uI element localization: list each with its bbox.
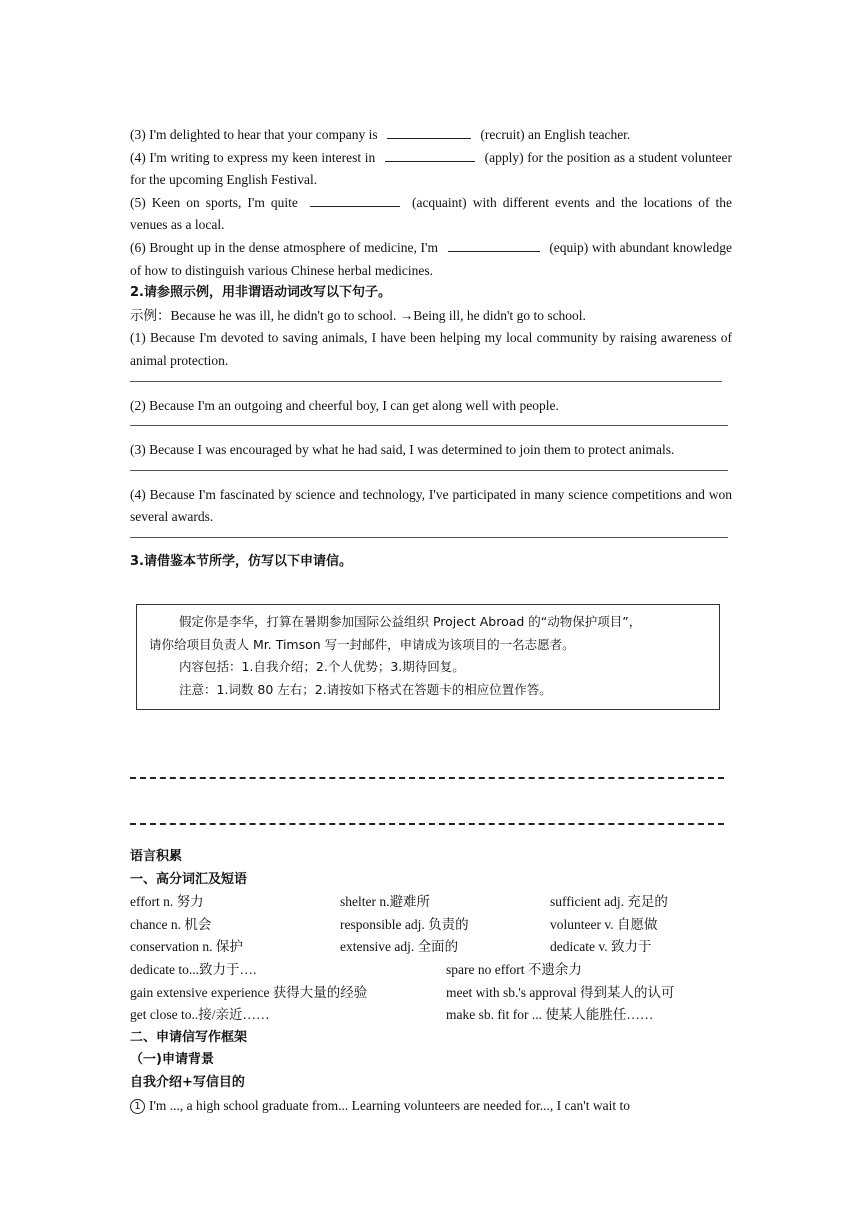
answer-line-3[interactable] [130,470,728,471]
phrase-row [130,1004,732,1027]
vocab-row [130,936,732,959]
q6-blank[interactable] [448,239,540,252]
task-line-1b: 请你给项目负责人 Mr. Timson 写一封邮件，申请成为该项目的一名志愿者。 [149,636,575,652]
phrase: spare no effort 不遗余力 [446,961,582,977]
vocab-section2: 二、申请信写作框架 [130,1029,248,1045]
task-line-2: 内容包括：1.自我介绍；2.个人优势；3.期待回复。 [179,659,465,674]
exercise2-heading: 2.请参照示例，用非谓语动词改写以下句子。 [130,285,391,301]
exercise1-q5 [130,192,732,237]
vocab-word: responsible adj. 负责的 [340,916,469,932]
writing-task-box [136,604,720,710]
phrase-row [130,982,732,1005]
exercise2-q3: (3) Because I was encouraged by what he had said, I was determined to join them to protect animals. [130,442,675,458]
q6-cont: knowledge of how to distinguish various Chinese herbal medicines. [130,239,733,278]
q5-blank[interactable] [310,194,400,207]
exercise-area [130,124,732,574]
q5-hint: (acquaint) with different events and the locations of [411,194,710,210]
framework-sub1: （一)申请背景 [130,1052,214,1068]
framework-sub2: 自我介绍+写信目的 [130,1074,245,1090]
exercise2-example: 示例：Because he was ill, he didn't go to school. →Being ill, he didn't go to school. [130,307,586,323]
framework-item-text: I'm ..., a high school graduate from... Learning volunteers are needed for..., I can't wait to [149,1097,630,1113]
exercise2-q1: (1) Because I'm devoted to saving animals, I have been helping my local community by raising awareness of animal protection. [130,330,732,368]
answer-line-2[interactable] [130,425,728,426]
vocab-section [130,846,732,1117]
q4-text: (4) I'm writing to express my keen interest in [130,149,376,165]
answer-line-4[interactable] [130,537,728,538]
exercise3-heading: 3.请借鉴本节所学，仿写以下申请信。 [130,553,352,569]
q3-hint: (recruit) an English teacher. [480,127,631,142]
q5-cont: the venues as a local. [130,194,733,233]
q5-text: (5) Keen on sports, I'm quite [130,194,298,210]
vocab-word: extensive adj. 全面的 [340,939,459,955]
vocab-word: chance n. 机会 [130,916,212,932]
framework-item-1 [130,1095,732,1118]
vocab-row [130,914,732,937]
q6-text: (6) Brought up in the dense atmosphere of medicine, I'm [130,239,438,255]
vocab-word: dedicate v. 致力于 [550,939,652,955]
phrase: meet with sb.'s approval 得到某人的认可 [446,984,675,1000]
phrase: get close to..接/亲近…… [130,1007,270,1023]
task-line-1a: 假定你是李华，打算在暑期参加国际公益组织 Project Abroad 的“动物保护项目”， [179,614,642,629]
answer-line-1[interactable] [130,381,722,382]
q3-text: (3) I'm delighted to hear that your company is [130,127,378,142]
phrase: make sb. fit for ... 使某人能胜任…… [446,1007,654,1023]
exercise2-q2: (2) Because I'm an outgoing and cheerful boy, I can get along well with people. [130,397,559,413]
vocab-word: volunteer v. 自愿做 [550,916,658,932]
vocab-word: effort n. 努力 [130,894,204,910]
vocab-word: sufficient adj. 充足的 [550,894,668,910]
exercise1-q4 [130,147,732,192]
exercise2-q4: (4) Because I'm fascinated by science and technology, I've participated in many science competitions and won several awards. [130,486,732,525]
vocab-section1: 一、高分词汇及短语 [130,871,248,887]
phrase: gain extensive experience 获得大量的经验 [130,984,368,1000]
circled-number-icon: 1 [130,1099,145,1114]
q4-blank[interactable] [385,149,475,162]
q4-hint: (apply) for the position as a student [484,149,678,165]
exercise1-q6 [130,237,732,282]
writing-line-2[interactable] [130,823,724,825]
phrase: dedicate to...致力于…. [130,961,257,977]
phrase-row [130,959,732,982]
q6-hint: (equip) with abundant [549,239,670,255]
vocab-word: conservation n. 保护 [130,939,243,955]
task-line-3: 注意：1.词数 80 左右；2.请按如下格式在答题卡的相应位置作答。 [179,681,552,697]
q3-blank[interactable] [387,126,471,139]
writing-line-1[interactable] [130,777,724,779]
vocab-title: 语言积累 [130,849,183,864]
exercise1-q3 [130,124,732,147]
vocab-word: shelter n.避难所 [340,894,430,910]
q4-cont: volunteer for the upcoming English Festival. [130,149,733,188]
vocab-row [130,891,732,914]
